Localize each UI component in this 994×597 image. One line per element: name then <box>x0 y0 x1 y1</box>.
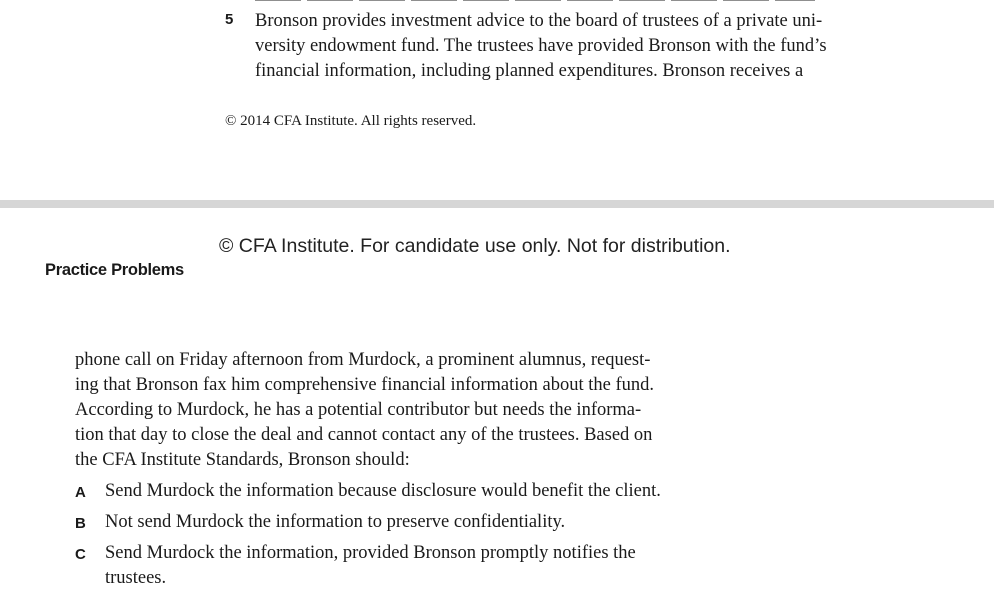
question-continuation <box>75 348 775 473</box>
continuation-line: phone call on Friday afternoon from Murdock, a prominent alumnus, request- <box>75 350 651 370</box>
option-line: Send Murdock the information because disclosure would benefit the client. <box>105 481 661 501</box>
question-line: financial information, including planned expenditures. Bronson receives a <box>255 61 804 81</box>
bottom-page <box>0 208 994 595</box>
question-number: 5 <box>225 11 234 28</box>
top-page <box>0 0 994 200</box>
continuation-line: the CFA Institute Standards, Bronson should: <box>75 450 410 470</box>
continuation-line: ing that Bronson fax him comprehensive financial information about the fund. <box>75 375 655 395</box>
distribution-notice: © CFA Institute. For candidate use only. Not for distribution. <box>219 235 731 257</box>
answer-option-b <box>75 510 775 535</box>
cropped-previous-line <box>255 0 815 3</box>
option-letter: C <box>75 546 86 563</box>
section-title: Practice Problems <box>45 261 184 279</box>
option-line: Send Murdock the information, provided Bronson promptly notifies the <box>105 543 636 563</box>
option-letter: A <box>75 484 86 501</box>
page-separator <box>0 200 994 208</box>
question-line: Bronson provides investment advice to the board of trustees of a private uni- <box>255 11 823 31</box>
option-letter: B <box>75 515 86 532</box>
continuation-line: tion that day to close the deal and cannot contact any of the trustees. Based on <box>75 425 653 445</box>
option-text <box>105 479 775 504</box>
option-text <box>105 541 775 591</box>
option-line: trustees. <box>105 568 167 588</box>
question-text <box>255 9 915 84</box>
continuation-line: According to Murdock, he has a potential contributor but needs the informa- <box>75 400 642 420</box>
question-line: versity endowment fund. The trustees have provided Bronson with the fund’s <box>255 36 827 56</box>
answer-options <box>75 479 775 597</box>
page-copyright: © 2014 CFA Institute. All rights reserved. <box>225 113 477 129</box>
answer-option-a <box>75 479 775 504</box>
option-line: Not send Murdock the information to preserve confidentiality. <box>105 512 566 532</box>
answer-option-c <box>75 541 775 591</box>
option-text <box>105 510 775 535</box>
